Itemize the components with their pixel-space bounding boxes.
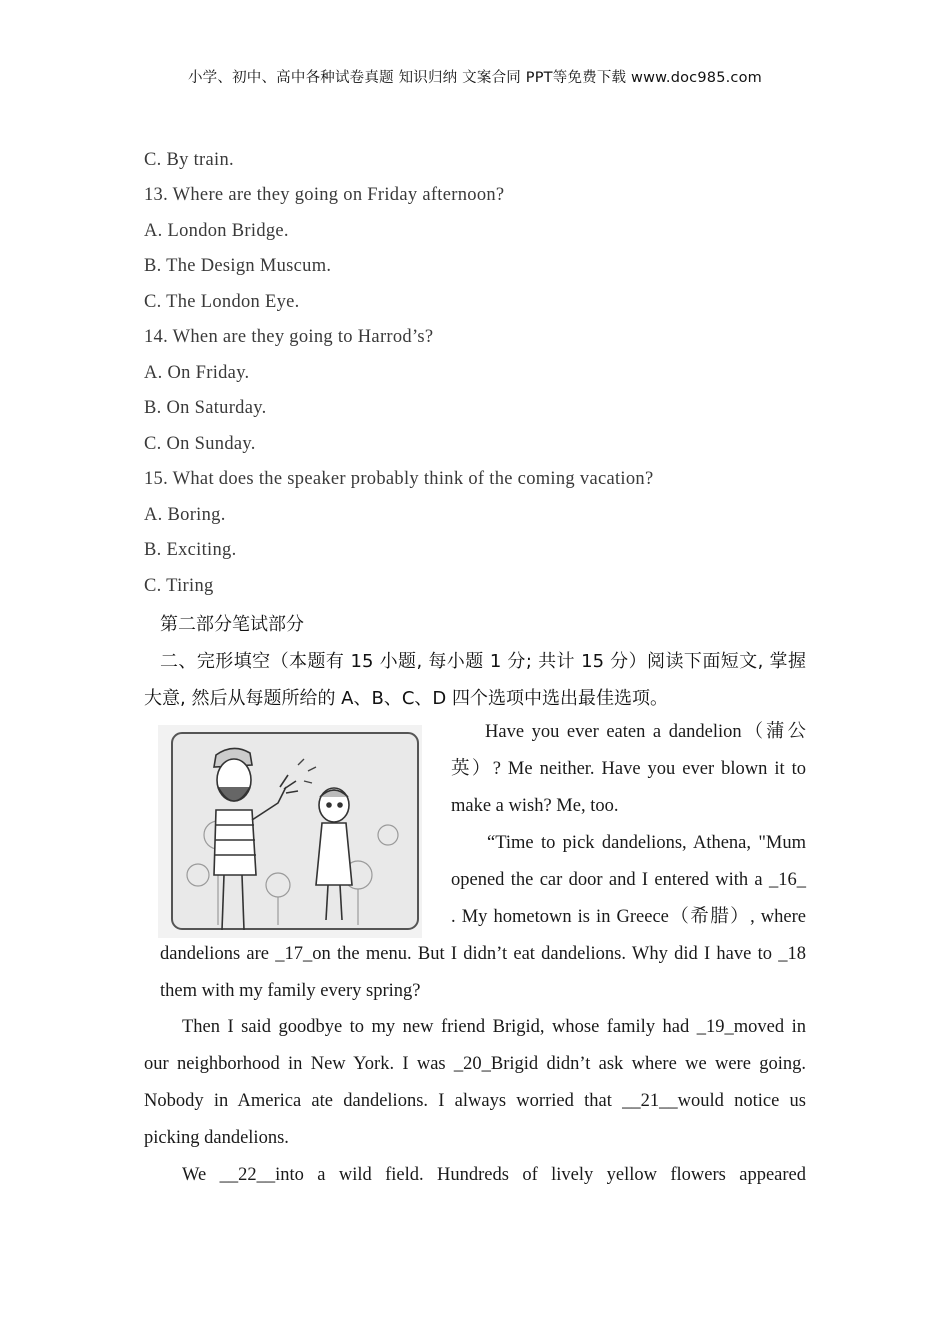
- passage-line: dandelions are _17_on the menu. But I didn’t eat dandelions. Why did I have to _18: [160, 944, 806, 964]
- cloze-instructions-line-1: 二、完形填空（本题有 15 小题, 每小题 1 分; 共计 15 分）阅读下面短文, 掌握: [160, 651, 806, 672]
- passage-wrapped-text: [451, 714, 806, 936]
- passage-line: We __22__into a wild field. Hundreds of lively yellow flowers appeared: [182, 1165, 806, 1185]
- cloze-instructions-line-2: 大意, 然后从每题所给的 A、B、C、D 四个选项中选出最佳选项。: [144, 688, 668, 709]
- option-a: A. On Friday.: [144, 363, 250, 383]
- passage-line: 英）? Me neither. Have you ever blown it to: [451, 759, 806, 779]
- illustration-man-and-girl: [158, 725, 422, 938]
- question-13: 13. Where are they going on Friday afternoon?: [144, 185, 505, 205]
- section-title: 第二部分笔试部分: [160, 614, 304, 635]
- option-a: A. London Bridge.: [144, 221, 289, 241]
- option-c: C. Tiring: [144, 576, 214, 596]
- option-c-by-train: C. By train.: [144, 150, 234, 170]
- passage-full-width-text: [160, 936, 806, 1010]
- passage-line: “Time to pick dandelions, Athena, "Mum: [487, 833, 806, 853]
- option-a: A. Boring.: [144, 505, 226, 525]
- option-c: C. On Sunday.: [144, 434, 256, 454]
- option-c: C. The London Eye.: [144, 292, 300, 312]
- option-b: B. Exciting.: [144, 540, 237, 560]
- passage-line: Have you ever eaten a dandelion（蒲公: [485, 722, 806, 742]
- passage-line: . My hometown is in Greece（希腊）, where: [451, 907, 806, 927]
- page-header: 小学、初中、高中各种试卷真题 知识归纳 文案合同 PPT等免费下载 www.doc985.com: [187, 70, 763, 86]
- passage-line: picking dandelions.: [144, 1128, 289, 1148]
- option-b: B. On Saturday.: [144, 398, 267, 418]
- passage-line: them with my family every spring?: [160, 981, 421, 1001]
- passage-line: Then I said goodbye to my new friend Brigid, whose family had _19_moved in: [182, 1017, 806, 1037]
- option-b: B. The Design Muscum.: [144, 256, 332, 276]
- passage-body: [144, 1009, 806, 1194]
- passage-line: Nobody in America ate dandelions. I always worried that __21__would notice us: [144, 1091, 806, 1111]
- question-15: 15. What does the speaker probably think of the coming vacation?: [144, 469, 654, 489]
- passage-line: our neighborhood in New York. I was _20_Brigid didn’t ask where we were going.: [144, 1054, 806, 1074]
- passage-line: opened the car door and I entered with a _16_: [451, 870, 806, 890]
- question-14: 14. When are they going to Harrod’s?: [144, 327, 434, 347]
- passage-line: make a wish? Me, too.: [451, 796, 619, 816]
